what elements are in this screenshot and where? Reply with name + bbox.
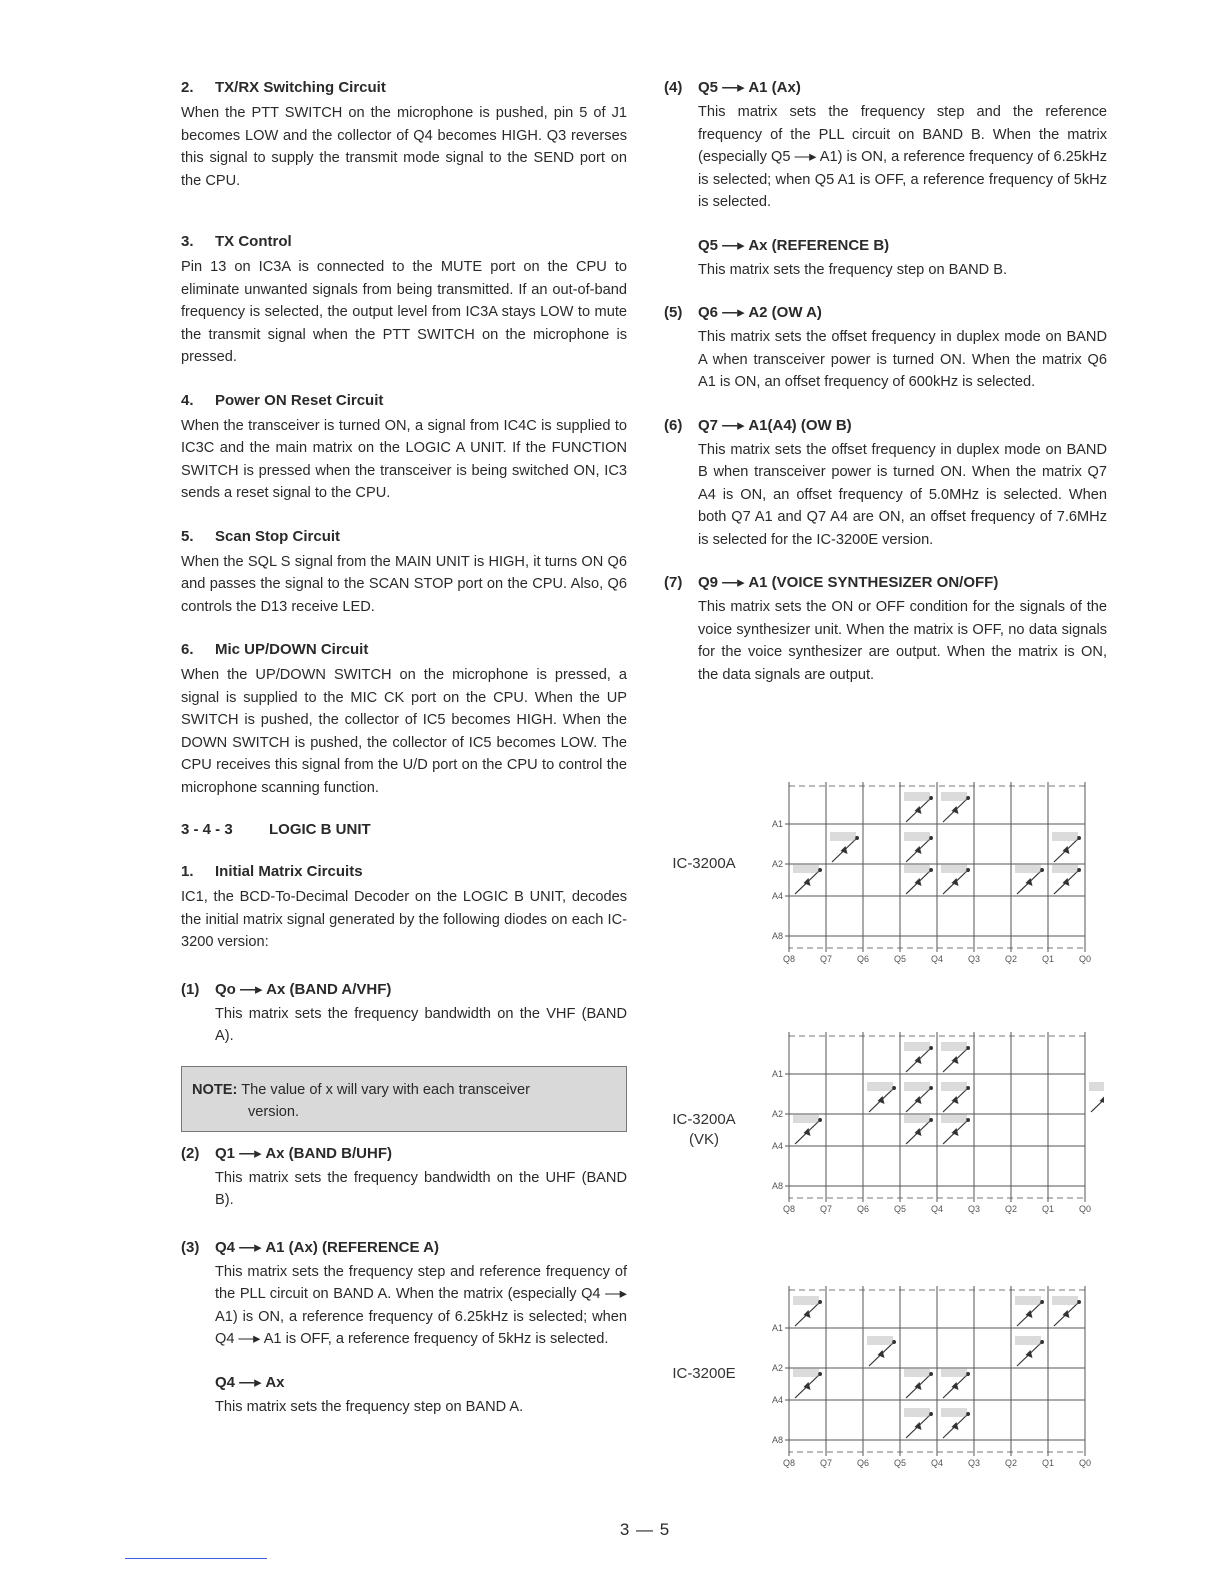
matrix-body: This matrix sets the frequency bandwidth on the VHF (BAND A). <box>215 1005 627 1044</box>
note-text: The value of x will vary with each transceiver <box>241 1081 530 1098</box>
diode-part-label <box>1015 1336 1041 1345</box>
matrix-body: This matrix sets the offset frequency in duplex mode on BAND A when transceiver power is turned ON. When the matrix Q6 A1 is ON, an offset frequency of 600kHz is selected. <box>698 329 1107 390</box>
matrix-title: (1) Qo —▸ Ax (BAND A/VHF) <box>181 980 392 998</box>
matrix-title: (3) Q4 —▸ A1 (Ax) (REFERENCE A) <box>181 1238 439 1256</box>
diode-part-label <box>793 1296 819 1305</box>
row-label: A2 <box>771 859 783 869</box>
matrix-title: Q5 —▸ Ax (REFERENCE B) <box>698 236 890 254</box>
diode-part-label <box>941 1408 967 1417</box>
row-label: A1 <box>771 1323 783 1333</box>
matrix-4 <box>664 78 1107 214</box>
note-box <box>181 1066 627 1132</box>
diode-part-label <box>904 864 930 873</box>
row-label: A8 <box>771 931 783 941</box>
section-body: When the transceiver is turned ON, a signal from IC4C is supplied to IC3C and the main matrix on the LOGIC A UNIT. If the FUNCTION SWITCH is pressed when the transceiver is being switched ON, IC3 sends a reset signal to the CPU. <box>181 417 627 501</box>
column-label: Q2 <box>1004 954 1018 964</box>
row-label: A2 <box>771 1109 783 1119</box>
diode-part-label <box>941 792 967 801</box>
matrix-5 <box>664 303 1107 394</box>
diode-part-label <box>1052 832 1078 841</box>
row-label: A8 <box>771 1435 783 1445</box>
row-label: A8 <box>771 1181 783 1191</box>
matrix-1 <box>181 980 627 1048</box>
column-label: Q0 <box>1078 954 1092 964</box>
section-title: 2. TX/RX Switching Circuit <box>181 79 386 96</box>
diode-part-label <box>941 864 967 873</box>
column-label: Q6 <box>856 1204 870 1214</box>
section-tx-control <box>181 232 627 369</box>
note-label: NOTE: <box>192 1081 238 1098</box>
section-title: 1. Initial Matrix Circuits <box>181 863 363 880</box>
section-mic-updown <box>181 640 627 799</box>
matrix-body: This matrix sets the frequency step on BAND B. <box>698 261 1008 278</box>
column-label: Q1 <box>1041 954 1055 964</box>
matrix-body: This matrix sets the frequency step and reference frequency of the PLL circuit on BAND A. When the matrix (especially Q4 —▸ A1) is ON, a reference frequency of 6.25kHz is selected; when Q4 —▸ A1 is OFF, a reference frequency of 5kHz is selected. <box>215 1263 627 1347</box>
matrix-body: This matrix sets the frequency step and the reference frequency of the PLL circuit on BAND B. When the matrix (especially Q5 —▸ A1) is ON, a reference frequency of 6.25kHz is selected; when Q5 A1 is OFF, a reference frequency of 5kHz is selected. <box>698 104 1107 210</box>
matrix-4b <box>664 236 1107 282</box>
diode-part-label <box>830 832 856 841</box>
diode-part-label <box>904 1042 930 1051</box>
row-label: A4 <box>771 1141 783 1151</box>
matrix-body: This matrix sets the offset frequency in duplex mode on BAND B when transceiver power is turned ON. When the matrix Q7 A4 is ON, an offset frequency of 5.0MHz is selected. When both Q7 A1 and Q7 A4 are ON, an offset frequency of 7.6MHz is selected for the IC-3200E version. <box>698 441 1107 548</box>
matrix-title: (5) Q6 —▸ A2 (OW A) <box>664 304 822 321</box>
diode-part-label <box>867 1336 893 1345</box>
section-txrx <box>181 78 627 192</box>
diode-part-label <box>1089 1082 1104 1091</box>
matrix-3 <box>181 1238 627 1351</box>
page-number: 3 — 5 <box>619 1520 671 1539</box>
diode-part-label <box>941 1368 967 1377</box>
diode-matrix <box>764 1026 1104 1221</box>
row-label: A4 <box>771 1395 783 1405</box>
matrix-title: (2) Q1 —▸ Ax (BAND B/UHF) <box>181 1144 392 1162</box>
row-label: A1 <box>771 1069 783 1079</box>
section-body: When the PTT SWITCH on the microphone is pushed, pin 5 of J1 becomes LOW and the collector of Q4 becomes HIGH. Q3 reverses this signal to supply the transmit mode signal to the SEND port on the CPU. <box>181 105 627 189</box>
footer-rule <box>125 1558 267 1559</box>
diode-part-label <box>941 1114 967 1123</box>
section-body: IC1, the BCD-To-Decimal Decoder on the LOGIC B UNIT, decodes the initial matrix signal generated by the following diodes on each IC-3200 version: <box>181 889 627 950</box>
column-label: Q5 <box>893 954 907 964</box>
diode-part-label <box>867 1082 893 1091</box>
diagram-label: IC-3200A (VK) <box>672 1111 736 1148</box>
matrix-2 <box>181 1144 627 1212</box>
matrix-7 <box>664 573 1107 686</box>
matrix-body: This matrix sets the ON or OFF condition for the signals of the voice synthesizer unit. When the matrix is OFF, no data signals for the voice synthesizer are output. When the matrix is ON, the data signals are output. <box>698 599 1107 683</box>
column-label: Q0 <box>1078 1458 1092 1468</box>
diode-matrix <box>764 776 1104 971</box>
diagram-label: IC-3200A <box>672 855 736 872</box>
matrix-title: (7) Q9 —▸ A1 (VOICE SYNTHESIZER ON/OFF) <box>664 574 999 591</box>
matrix-title: (6) Q7 —▸ A1(A4) (OW B) <box>664 416 852 434</box>
column-label: Q4 <box>930 1204 944 1214</box>
diode-part-label <box>793 864 819 873</box>
right-column <box>664 78 1107 686</box>
row-label: A2 <box>771 1363 783 1373</box>
column-label: Q1 <box>1041 1204 1055 1214</box>
matrix-3b <box>181 1373 627 1419</box>
column-label: Q7 <box>819 1204 833 1214</box>
diode-part-label <box>941 1082 967 1091</box>
diode-part-label <box>793 1114 819 1123</box>
matrix-body: This matrix sets the frequency bandwidth on the UHF (BAND B). <box>215 1169 627 1208</box>
section-scan-stop <box>181 527 627 619</box>
diode-part-label <box>1015 864 1041 873</box>
diode-part-label <box>904 832 930 841</box>
diode-part-label <box>904 1408 930 1417</box>
section-body: When the SQL S signal from the MAIN UNIT is HIGH, it turns ON Q6 and passes the signal to the SCAN STOP port on the CPU. Also, Q6 controls the D13 receive LED. <box>181 553 627 615</box>
diagram-label: IC-3200E <box>672 1365 736 1382</box>
left-column <box>181 78 627 1418</box>
matrix-title: (4) Q5 —▸ A1 (Ax) <box>664 79 801 96</box>
column-label: Q3 <box>967 954 981 964</box>
matrix-title: Q4 —▸ Ax <box>215 1373 285 1391</box>
diode-part-label <box>1052 864 1078 873</box>
diode-matrix <box>764 1280 1104 1475</box>
matrix-body: This matrix sets the frequency step on BAND A. <box>215 1398 524 1415</box>
section-initial-matrix <box>181 862 627 954</box>
column-label: Q3 <box>967 1458 981 1468</box>
section-title: 3. TX Control <box>181 233 292 250</box>
column-label: Q3 <box>967 1204 981 1214</box>
column-label: Q4 <box>930 1458 944 1468</box>
section-title: 5. Scan Stop Circuit <box>181 527 341 545</box>
column-label: Q7 <box>819 954 833 964</box>
matrix-6 <box>664 416 1107 552</box>
diode-part-label <box>904 792 930 801</box>
column-label: Q5 <box>893 1204 907 1214</box>
column-label: Q1 <box>1041 1458 1055 1468</box>
note-text-cont: version. <box>248 1103 300 1120</box>
column-label: Q0 <box>1078 1204 1092 1214</box>
row-label: A4 <box>771 891 783 901</box>
column-label: Q7 <box>819 1458 833 1468</box>
section-body: Pin 13 on IC3A is connected to the MUTE port on the CPU to eliminate unwanted signals from being transmitted. If an out-of-band frequency is selected, the output level from IC3A stays LOW to mute the transmit signal when the PTT SWITCH on the microphone is pressed. <box>181 259 627 365</box>
column-label: Q2 <box>1004 1204 1018 1214</box>
row-label: A1 <box>771 819 783 829</box>
diode-part-label <box>904 1114 930 1123</box>
section-title: 4. Power ON Reset Circuit <box>181 391 384 409</box>
column-label: Q2 <box>1004 1458 1018 1468</box>
column-label: Q5 <box>893 1458 907 1468</box>
section-body: When the UP/DOWN SWITCH on the microphone is pressed, a signal is supplied to the MIC CK port on the CPU. When the UP SWITCH is pushed, the collector of IC5 becomes HIGH. When the DOWN SWITCH is pushed, the collector of IC5 becomes LOW. The CPU receives this signal from the U/D port on the CPU to control the microphone scanning function. <box>181 667 627 796</box>
unit-heading: 3 - 4 - 3 LOGIC B UNIT <box>181 821 371 838</box>
column-label: Q8 <box>782 954 796 964</box>
diode-part-label <box>904 1082 930 1091</box>
section-title: 6. Mic UP/DOWN Circuit <box>181 641 369 658</box>
column-label: Q8 <box>782 1204 796 1214</box>
diode-part-label <box>1052 1296 1078 1305</box>
diode-part-label <box>941 1042 967 1051</box>
diode-part-label <box>904 1368 930 1377</box>
section-power-reset <box>181 391 627 505</box>
column-label: Q8 <box>782 1458 796 1468</box>
column-label: Q4 <box>930 954 944 964</box>
column-label: Q6 <box>856 1458 870 1468</box>
column-label: Q6 <box>856 954 870 964</box>
diode-part-label <box>793 1368 819 1377</box>
diode-part-label <box>1015 1296 1041 1305</box>
